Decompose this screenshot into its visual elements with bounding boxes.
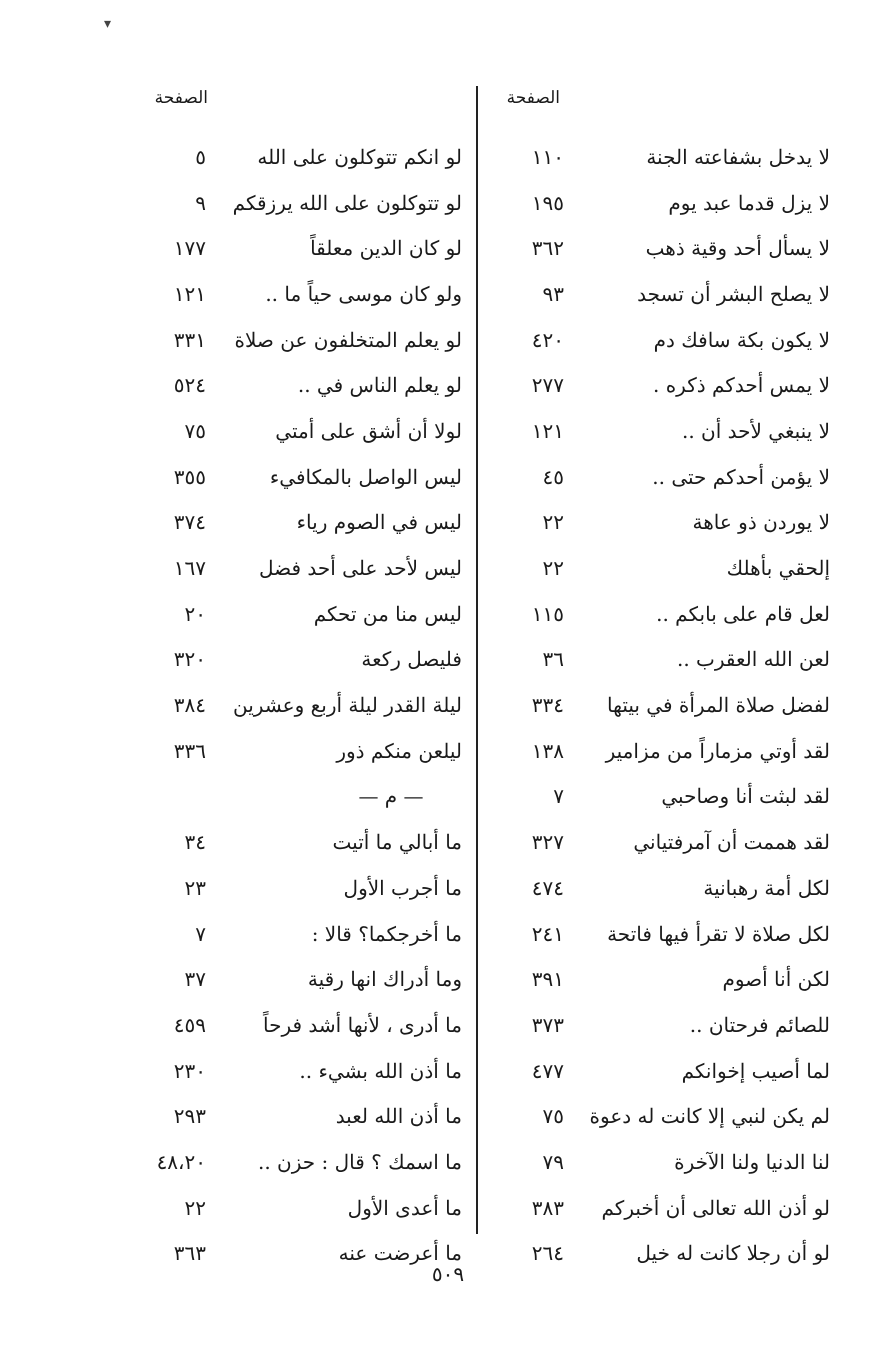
entry-text: ما أدرى ، لأنها أشد فرحاً: [263, 1012, 462, 1037]
entry-page-number: ١١٥: [531, 601, 564, 626]
entry-text: لعن الله العقرب ..: [676, 647, 830, 672]
entry-page-number: ٤٧٤: [531, 875, 564, 900]
entry-page-number: ٣٣٤: [531, 693, 564, 718]
speck-mark: ▾: [104, 16, 112, 32]
entry-page-number: ٣٣١: [173, 327, 206, 352]
index-entry: [130, 728, 472, 774]
entry-page-number: ٥: [195, 144, 206, 169]
index-entry: [130, 317, 472, 363]
entry-page-number: ٣٨٤: [173, 693, 206, 718]
entry-text: لولا أن أشق على أمتي: [275, 418, 462, 443]
entry-text: لا يمس أحدكم ذكره .: [652, 373, 830, 398]
column-divider: [476, 86, 478, 1234]
entry-page-number: ٣٦٢: [531, 236, 564, 261]
index-entry: [490, 1048, 830, 1094]
entry-page-number: ٤٥٩: [173, 1012, 206, 1037]
entry-page-number: ١١٠: [531, 144, 564, 169]
entry-text: لم يكن لنبي إلا كانت له دعوة: [589, 1104, 830, 1129]
index-entry: [490, 911, 830, 957]
entry-page-number: ٤٢٠: [531, 327, 564, 352]
entry-text: لنا الدنيا ولنا الآخرة: [674, 1149, 830, 1174]
index-entry: [130, 1002, 472, 1048]
entry-page-number: ٥٢٤: [173, 373, 206, 398]
entry-text: لما أصيب إخوانكم: [681, 1058, 830, 1083]
entry-text: ما أذن الله لعبد: [335, 1104, 462, 1129]
entry-text: لو يعلم المتخلفون عن صلاة: [234, 327, 462, 352]
entry-page-number: ٢٠: [184, 601, 206, 626]
entry-text: لا يصلح البشر أن تسجد: [637, 281, 830, 306]
index-entry: [130, 1048, 472, 1094]
entry-page-number: ٣٢٠: [173, 647, 206, 672]
entry-text: فليصل ركعة: [361, 647, 462, 672]
entry-text: ما أعرضت عنه: [338, 1241, 462, 1266]
entry-text: لو أذن الله تعالى أن أخبركم: [601, 1195, 830, 1220]
entry-page-number: ٣٣٦: [173, 738, 206, 763]
index-entry: [130, 500, 472, 546]
entry-text: لعل قام على بابكم ..: [656, 601, 830, 626]
entry-page-number: ٢٢: [184, 1195, 206, 1220]
page-column-header-left: الصفحة: [154, 88, 208, 108]
index-entry: [490, 134, 830, 180]
entry-page-number: ٩٣: [542, 281, 564, 306]
entry-text: لو كان الدين معلقاً: [310, 236, 462, 261]
entry-text: ما أذن الله بشيء ..: [299, 1058, 462, 1083]
index-entry: [490, 774, 830, 820]
page-number: ٥٠٩: [431, 1262, 465, 1286]
entry-text: إلحقي بأهلك: [726, 556, 830, 581]
index-entry: [490, 637, 830, 683]
index-entry: [490, 591, 830, 637]
entry-text: ليس الواصل بالمكافيء: [269, 464, 462, 489]
index-entry: [490, 1002, 830, 1048]
entry-page-number: ٤٨،٢٠: [156, 1149, 206, 1174]
section-heading: — م —: [358, 784, 424, 809]
entry-text: لفضل صلاة المرأة في بيتها: [607, 693, 830, 718]
index-page: [130, 0, 830, 1347]
index-entry: [490, 1093, 830, 1139]
entry-page-number: ٢٣٠: [173, 1058, 206, 1083]
entry-text: لا يدخل بشفاعته الجنة: [646, 144, 830, 169]
index-column-right: [490, 134, 830, 1276]
index-entry: [130, 408, 472, 454]
entry-page-number: ٣٢٧: [531, 830, 564, 855]
entry-page-number: ٧٩: [542, 1149, 564, 1174]
entry-text: ما أجرب الأول: [343, 875, 462, 900]
entry-text: ليس في الصوم رياء: [296, 510, 462, 535]
entry-text: ما اسمك ؟ قال : حزن ..: [257, 1149, 462, 1174]
index-entry: [490, 1139, 830, 1185]
entry-text: لكل أمة رهبانية: [703, 875, 830, 900]
index-entry: [130, 1185, 472, 1231]
entry-text: ليس لأحد على أحد فضل: [258, 556, 462, 581]
entry-page-number: ٣٧: [184, 967, 206, 992]
entry-page-number: ١٦٧: [173, 556, 206, 581]
index-entry: [490, 271, 830, 317]
entry-page-number: ٧٥: [184, 418, 206, 443]
entry-text: ما أبالي ما أتيت: [332, 830, 462, 855]
entry-page-number: ١٧٧: [173, 236, 206, 261]
index-entry: [130, 271, 472, 317]
entry-text: للصائم فرحتان ..: [689, 1012, 830, 1037]
entry-text: لا ينبغي لأحد أن ..: [681, 418, 830, 443]
entry-page-number: ٢٧٧: [531, 373, 564, 398]
entry-page-number: ٣٩١: [531, 967, 564, 992]
index-entry: [130, 819, 472, 865]
entry-page-number: ٢٢: [542, 510, 564, 535]
entry-text: لا يؤمن أحدكم حتى ..: [652, 464, 830, 489]
entry-page-number: ٢٩٣: [173, 1104, 206, 1129]
index-entry: [130, 682, 472, 728]
entry-page-number: ١٢١: [531, 418, 564, 443]
entry-text: لقد هممت أن آمرفتياني: [633, 830, 830, 855]
index-entry: [490, 682, 830, 728]
entry-page-number: ١٣٨: [531, 738, 564, 763]
index-entry: [130, 1139, 472, 1185]
entry-page-number: ٤٥: [542, 464, 564, 489]
entry-page-number: ٣٨٣: [531, 1195, 564, 1220]
entry-text: لو تتوكلون على الله يرزقكم: [232, 190, 462, 215]
index-entry: [490, 865, 830, 911]
index-entry: [490, 500, 830, 546]
index-entry: [490, 545, 830, 591]
index-entry: [130, 637, 472, 683]
index-entry: [490, 362, 830, 408]
entry-page-number: ٢٦٤: [531, 1241, 564, 1266]
entry-text: ما أخرجكما؟ قالا :: [311, 921, 462, 946]
entry-text: وما أدراك انها رقية: [307, 967, 462, 992]
entry-text: لا يسأل أحد وقية ذهب: [645, 236, 830, 261]
entry-page-number: ٣٧٤: [173, 510, 206, 535]
entry-text: لكن أنا أصوم: [722, 967, 830, 992]
entry-text: لا يزل قدما عبد يوم: [668, 190, 830, 215]
entry-text: ما أعدى الأول: [347, 1195, 462, 1220]
entry-page-number: ٢٤١: [531, 921, 564, 946]
index-entry: [130, 134, 472, 180]
index-entry: [130, 591, 472, 637]
entry-text: لو انكم تتوكلون على الله: [257, 144, 462, 169]
index-entry: [490, 1185, 830, 1231]
index-column-left: [130, 134, 472, 1276]
entry-text: لقد أوتي مزماراً من مزامير: [605, 738, 830, 763]
index-entry: [490, 225, 830, 271]
index-entry: [490, 408, 830, 454]
entry-text: لو أن رجلا كانت له خيل: [636, 1241, 830, 1266]
entry-page-number: ٣٤: [184, 830, 206, 855]
index-entry: [130, 1093, 472, 1139]
entry-page-number: ٣٥٥: [173, 464, 206, 489]
entry-page-number: ٧: [553, 784, 564, 809]
index-entry: [130, 865, 472, 911]
entry-page-number: ٣٦: [542, 647, 564, 672]
index-entry: [490, 728, 830, 774]
entry-text: ليلة القدر ليلة أربع وعشرين: [233, 693, 462, 718]
entry-text: لو يعلم الناس في ..: [297, 373, 462, 398]
entry-page-number: ٧: [195, 921, 206, 946]
index-entry: [130, 180, 472, 226]
entry-page-number: ٣٦٣: [173, 1241, 206, 1266]
index-entry: [130, 362, 472, 408]
entry-page-number: ١٢١: [173, 281, 206, 306]
entry-text: لا يكون بكة سافك دم: [653, 327, 830, 352]
entry-page-number: ١٩٥: [531, 190, 564, 215]
entry-page-number: ٧٥: [542, 1104, 564, 1129]
index-entry: [490, 819, 830, 865]
page-column-header-right: الصفحة: [506, 88, 560, 108]
index-entry: [130, 956, 472, 1002]
entry-page-number: ٢٢: [542, 556, 564, 581]
entry-text: ليلعن منكم ذور: [336, 738, 462, 763]
index-entry: [130, 225, 472, 271]
entry-page-number: ٤٧٧: [531, 1058, 564, 1083]
entry-page-number: ٣٧٣: [531, 1012, 564, 1037]
entry-text: ليس منا من تحكم: [313, 601, 462, 626]
index-entry: [490, 180, 830, 226]
index-entry: [490, 317, 830, 363]
entry-text: لكل صلاة لا تقرأ فيها فاتحة: [607, 921, 830, 946]
entry-page-number: ٢٣: [184, 875, 206, 900]
index-entry: [130, 911, 472, 957]
index-entry: [130, 454, 472, 500]
entry-text: لقد لبثت أنا وصاحبي: [661, 784, 830, 809]
entry-text: لا يوردن ذو عاهة: [692, 510, 830, 535]
index-entry: [130, 545, 472, 591]
entry-text: ولو كان موسى حياً ما ..: [265, 281, 462, 306]
entry-page-number: ٩: [195, 190, 206, 215]
index-entry: [490, 956, 830, 1002]
index-entry: [490, 454, 830, 500]
